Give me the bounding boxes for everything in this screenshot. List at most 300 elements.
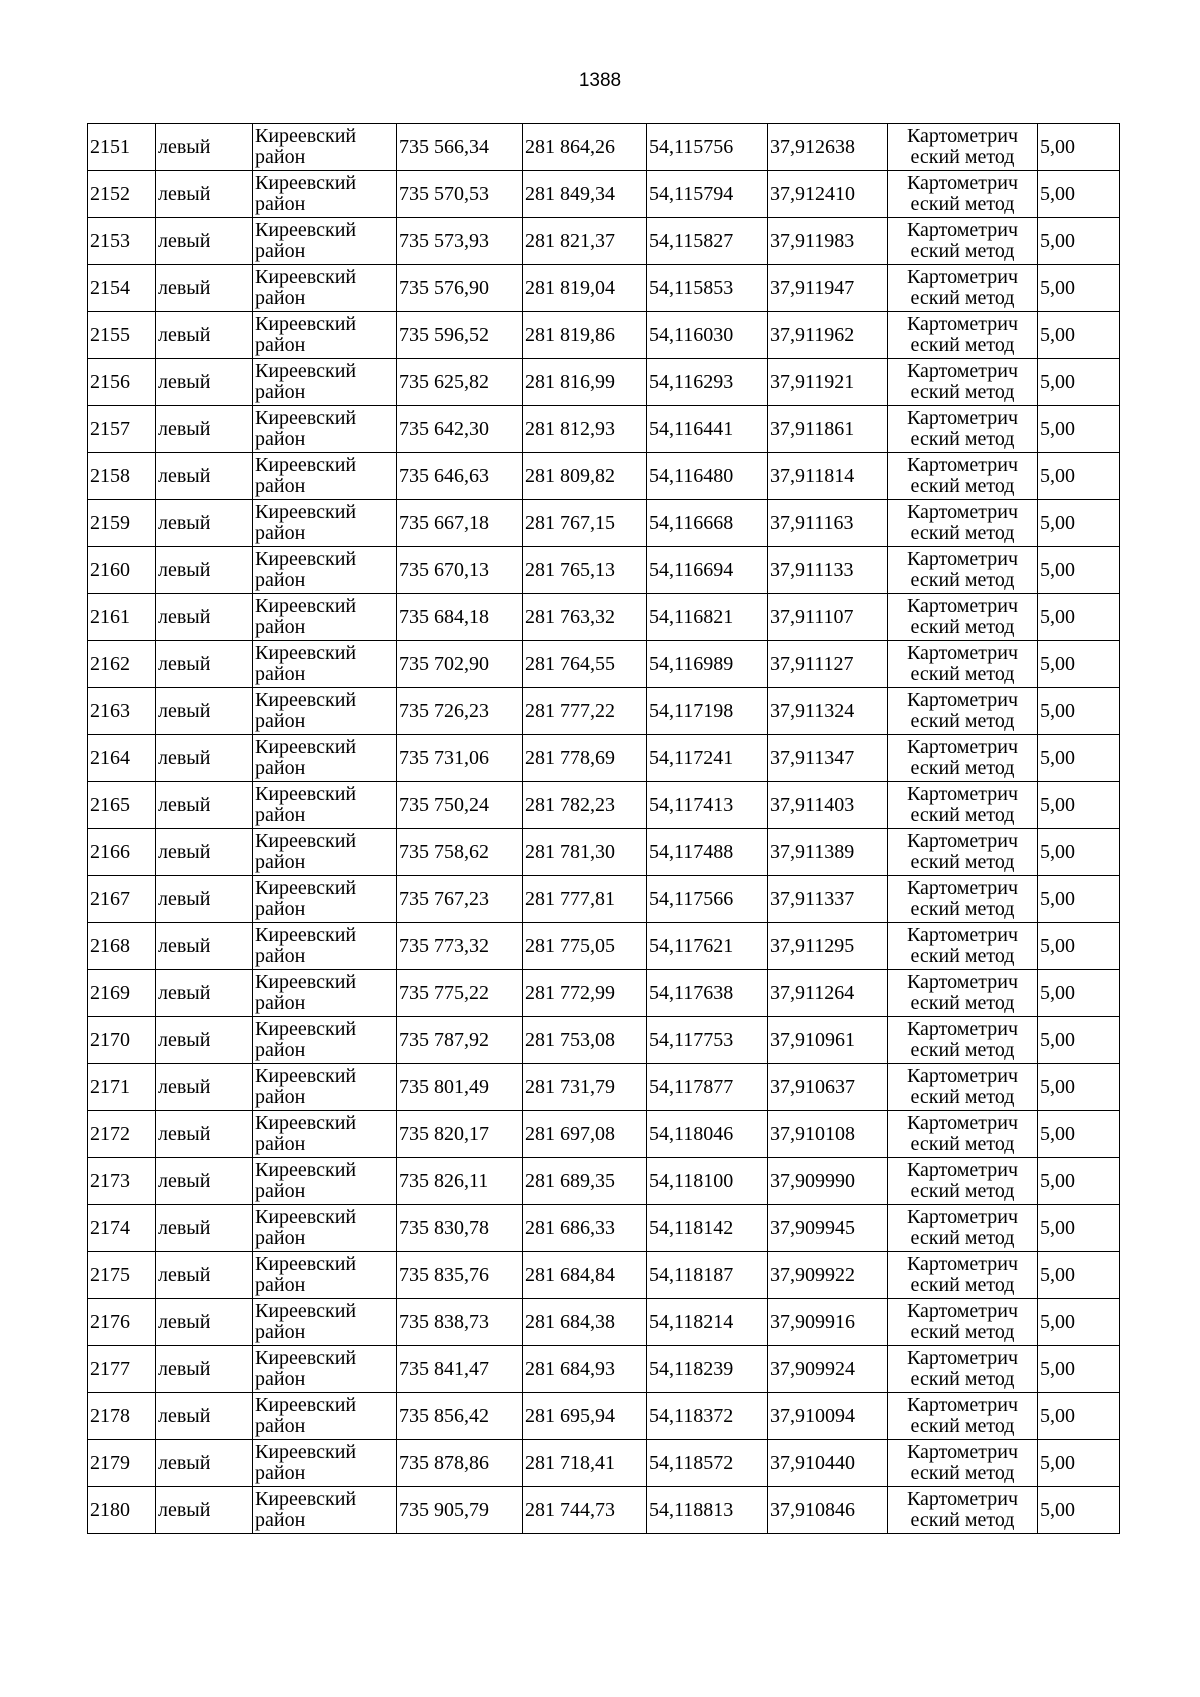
point-number-cell: 2160 <box>88 547 156 594</box>
district-line-1: Киреевский <box>255 689 357 711</box>
district-cell <box>253 1393 397 1440</box>
accuracy-cell: 5,00 <box>1038 265 1120 312</box>
point-number-cell: 2151 <box>88 124 156 171</box>
method-cell <box>888 124 1038 171</box>
method-line-2: еский метод <box>910 146 1015 168</box>
method-line-1: Картометрич <box>906 783 1019 805</box>
point-number-cell: 2170 <box>88 1017 156 1064</box>
method-line-1: Картометрич <box>906 1112 1019 1134</box>
x-coordinate-cell: 735 596,52 <box>397 312 523 359</box>
accuracy-cell: 5,00 <box>1038 594 1120 641</box>
latitude-cell: 54,117198 <box>647 688 768 735</box>
method-line-2: еский метод <box>910 1133 1015 1155</box>
longitude-cell: 37,909916 <box>768 1299 888 1346</box>
page-number: 1388 <box>578 70 622 91</box>
point-number-cell: 2165 <box>88 782 156 829</box>
x-coordinate-cell: 735 841,47 <box>397 1346 523 1393</box>
method-line-1: Картометрич <box>906 1347 1019 1369</box>
bank-side-cell: левый <box>156 641 253 688</box>
x-coordinate-cell: 735 905,79 <box>397 1487 523 1534</box>
district-line-2: район <box>255 1415 306 1437</box>
accuracy-cell: 5,00 <box>1038 970 1120 1017</box>
latitude-cell: 54,116441 <box>647 406 768 453</box>
accuracy-cell: 5,00 <box>1038 688 1120 735</box>
table-row <box>88 1158 1120 1205</box>
y-coordinate-cell: 281 775,05 <box>523 923 647 970</box>
district-line-2: район <box>255 1509 306 1531</box>
longitude-cell: 37,910846 <box>768 1487 888 1534</box>
district-line-1: Киреевский <box>255 1112 357 1134</box>
longitude-cell: 37,912638 <box>768 124 888 171</box>
district-line-1: Киреевский <box>255 1347 357 1369</box>
y-coordinate-cell: 281 731,79 <box>523 1064 647 1111</box>
district-line-2: район <box>255 1321 306 1343</box>
method-cell <box>888 876 1038 923</box>
district-cell <box>253 500 397 547</box>
bank-side-cell: левый <box>156 594 253 641</box>
method-cell <box>888 312 1038 359</box>
table-row <box>88 218 1120 265</box>
point-number-cell: 2179 <box>88 1440 156 1487</box>
point-number-cell: 2168 <box>88 923 156 970</box>
accuracy-cell: 5,00 <box>1038 876 1120 923</box>
bank-side-cell: левый <box>156 312 253 359</box>
method-line-2: еский метод <box>910 1415 1015 1437</box>
point-number-cell: 2171 <box>88 1064 156 1111</box>
method-line-2: еский метод <box>910 945 1015 967</box>
latitude-cell: 54,118214 <box>647 1299 768 1346</box>
district-line-2: район <box>255 710 306 732</box>
district-line-1: Киреевский <box>255 1253 357 1275</box>
bank-side-cell: левый <box>156 1487 253 1534</box>
accuracy-cell: 5,00 <box>1038 1158 1120 1205</box>
latitude-cell: 54,118046 <box>647 1111 768 1158</box>
table-row <box>88 1487 1120 1534</box>
method-line-2: еский метод <box>910 475 1015 497</box>
method-line-1: Картометрич <box>906 924 1019 946</box>
district-cell <box>253 1205 397 1252</box>
district-cell <box>253 641 397 688</box>
latitude-cell: 54,116030 <box>647 312 768 359</box>
table-row <box>88 1205 1120 1252</box>
table-row <box>88 124 1120 171</box>
method-cell <box>888 1017 1038 1064</box>
point-number-cell: 2162 <box>88 641 156 688</box>
longitude-cell: 37,911947 <box>768 265 888 312</box>
method-cell <box>888 1299 1038 1346</box>
latitude-cell: 54,116821 <box>647 594 768 641</box>
y-coordinate-cell: 281 819,04 <box>523 265 647 312</box>
bank-side-cell: левый <box>156 1393 253 1440</box>
point-number-cell: 2164 <box>88 735 156 782</box>
accuracy-cell: 5,00 <box>1038 312 1120 359</box>
x-coordinate-cell: 735 670,13 <box>397 547 523 594</box>
accuracy-cell: 5,00 <box>1038 1111 1120 1158</box>
latitude-cell: 54,117638 <box>647 970 768 1017</box>
latitude-cell: 54,118813 <box>647 1487 768 1534</box>
district-cell <box>253 265 397 312</box>
x-coordinate-cell: 735 684,18 <box>397 594 523 641</box>
point-number-cell: 2156 <box>88 359 156 406</box>
longitude-cell: 37,911264 <box>768 970 888 1017</box>
accuracy-cell: 5,00 <box>1038 124 1120 171</box>
table-row <box>88 359 1120 406</box>
method-line-2: еский метод <box>910 1462 1015 1484</box>
district-line-2: район <box>255 663 306 685</box>
method-cell <box>888 1064 1038 1111</box>
method-line-1: Картометрич <box>906 1394 1019 1416</box>
table-row <box>88 171 1120 218</box>
latitude-cell: 54,116480 <box>647 453 768 500</box>
accuracy-cell: 5,00 <box>1038 641 1120 688</box>
table-row <box>88 547 1120 594</box>
method-line-1: Картометрич <box>906 313 1019 335</box>
district-line-2: район <box>255 569 306 591</box>
longitude-cell: 37,909922 <box>768 1252 888 1299</box>
district-cell <box>253 312 397 359</box>
x-coordinate-cell: 735 570,53 <box>397 171 523 218</box>
bank-side-cell: левый <box>156 171 253 218</box>
district-line-2: район <box>255 1086 306 1108</box>
latitude-cell: 54,117241 <box>647 735 768 782</box>
method-line-1: Картометрич <box>906 1488 1019 1510</box>
table-row <box>88 1393 1120 1440</box>
bank-side-cell: левый <box>156 735 253 782</box>
point-number-cell: 2155 <box>88 312 156 359</box>
bank-side-cell: левый <box>156 829 253 876</box>
bank-side-cell: левый <box>156 406 253 453</box>
table-row <box>88 453 1120 500</box>
y-coordinate-cell: 281 816,99 <box>523 359 647 406</box>
method-cell <box>888 453 1038 500</box>
method-line-1: Картометрич <box>906 219 1019 241</box>
method-cell <box>888 688 1038 735</box>
y-coordinate-cell: 281 821,37 <box>523 218 647 265</box>
x-coordinate-cell: 735 830,78 <box>397 1205 523 1252</box>
district-line-2: район <box>255 1462 306 1484</box>
bank-side-cell: левый <box>156 1158 253 1205</box>
table-row <box>88 641 1120 688</box>
longitude-cell: 37,910961 <box>768 1017 888 1064</box>
point-number-cell: 2154 <box>88 265 156 312</box>
district-line-1: Киреевский <box>255 266 357 288</box>
district-line-1: Киреевский <box>255 219 357 241</box>
point-number-cell: 2157 <box>88 406 156 453</box>
method-line-2: еский метод <box>910 522 1015 544</box>
table-row <box>88 312 1120 359</box>
latitude-cell: 54,117566 <box>647 876 768 923</box>
district-line-2: район <box>255 1180 306 1202</box>
point-number-cell: 2166 <box>88 829 156 876</box>
district-cell <box>253 1346 397 1393</box>
latitude-cell: 54,117488 <box>647 829 768 876</box>
latitude-cell: 54,118372 <box>647 1393 768 1440</box>
district-cell <box>253 1158 397 1205</box>
method-line-1: Картометрич <box>906 877 1019 899</box>
longitude-cell: 37,909990 <box>768 1158 888 1205</box>
method-cell <box>888 923 1038 970</box>
point-number-cell: 2172 <box>88 1111 156 1158</box>
district-line-1: Киреевский <box>255 736 357 758</box>
y-coordinate-cell: 281 718,41 <box>523 1440 647 1487</box>
latitude-cell: 54,118572 <box>647 1440 768 1487</box>
district-line-2: район <box>255 193 306 215</box>
district-cell <box>253 1440 397 1487</box>
point-number-cell: 2169 <box>88 970 156 1017</box>
bank-side-cell: левый <box>156 782 253 829</box>
latitude-cell: 54,118239 <box>647 1346 768 1393</box>
longitude-cell: 37,911861 <box>768 406 888 453</box>
method-cell <box>888 359 1038 406</box>
district-line-1: Киреевский <box>255 830 357 852</box>
district-cell <box>253 594 397 641</box>
method-cell <box>888 1205 1038 1252</box>
district-line-2: район <box>255 1133 306 1155</box>
table-row <box>88 1017 1120 1064</box>
accuracy-cell: 5,00 <box>1038 1252 1120 1299</box>
x-coordinate-cell: 735 773,32 <box>397 923 523 970</box>
district-line-1: Киреевский <box>255 595 357 617</box>
method-line-1: Картометрич <box>906 1253 1019 1275</box>
y-coordinate-cell: 281 684,93 <box>523 1346 647 1393</box>
longitude-cell: 37,911983 <box>768 218 888 265</box>
method-line-1: Картометрич <box>906 501 1019 523</box>
accuracy-cell: 5,00 <box>1038 1299 1120 1346</box>
district-line-1: Киреевский <box>255 1206 357 1228</box>
table-row <box>88 1299 1120 1346</box>
method-line-2: еский метод <box>910 616 1015 638</box>
district-line-1: Киреевский <box>255 501 357 523</box>
point-number-cell: 2180 <box>88 1487 156 1534</box>
method-line-2: еский метод <box>910 1509 1015 1531</box>
method-line-1: Картометрич <box>906 1159 1019 1181</box>
method-line-2: еский метод <box>910 1274 1015 1296</box>
longitude-cell: 37,909924 <box>768 1346 888 1393</box>
method-line-1: Картометрич <box>906 266 1019 288</box>
table-row <box>88 735 1120 782</box>
longitude-cell: 37,911389 <box>768 829 888 876</box>
longitude-cell: 37,911814 <box>768 453 888 500</box>
district-line-1: Киреевский <box>255 924 357 946</box>
method-line-1: Картометрич <box>906 642 1019 664</box>
district-line-1: Киреевский <box>255 1065 357 1087</box>
accuracy-cell: 5,00 <box>1038 1393 1120 1440</box>
method-line-1: Картометрич <box>906 689 1019 711</box>
method-line-1: Картометрич <box>906 1065 1019 1087</box>
y-coordinate-cell: 281 697,08 <box>523 1111 647 1158</box>
x-coordinate-cell: 735 835,76 <box>397 1252 523 1299</box>
bank-side-cell: левый <box>156 1252 253 1299</box>
method-line-2: еский метод <box>910 193 1015 215</box>
method-cell <box>888 218 1038 265</box>
method-line-2: еский метод <box>910 1227 1015 1249</box>
district-cell <box>253 829 397 876</box>
y-coordinate-cell: 281 753,08 <box>523 1017 647 1064</box>
district-line-2: район <box>255 945 306 967</box>
district-line-2: район <box>255 616 306 638</box>
longitude-cell: 37,911295 <box>768 923 888 970</box>
district-cell <box>253 782 397 829</box>
bank-side-cell: левый <box>156 876 253 923</box>
bank-side-cell: левый <box>156 923 253 970</box>
x-coordinate-cell: 735 642,30 <box>397 406 523 453</box>
district-line-1: Киреевский <box>255 125 357 147</box>
point-number-cell: 2163 <box>88 688 156 735</box>
table-row <box>88 1346 1120 1393</box>
method-cell <box>888 1487 1038 1534</box>
district-cell <box>253 1252 397 1299</box>
y-coordinate-cell: 281 695,94 <box>523 1393 647 1440</box>
district-line-1: Киреевский <box>255 1394 357 1416</box>
bank-side-cell: левый <box>156 1111 253 1158</box>
longitude-cell: 37,911133 <box>768 547 888 594</box>
longitude-cell: 37,911921 <box>768 359 888 406</box>
table-row <box>88 500 1120 547</box>
district-cell <box>253 1064 397 1111</box>
bank-side-cell: левый <box>156 218 253 265</box>
table-row <box>88 923 1120 970</box>
accuracy-cell: 5,00 <box>1038 1017 1120 1064</box>
method-cell <box>888 1252 1038 1299</box>
bank-side-cell: левый <box>156 1017 253 1064</box>
district-line-2: район <box>255 428 306 450</box>
method-line-2: еский метод <box>910 851 1015 873</box>
bank-side-cell: левый <box>156 970 253 1017</box>
method-line-1: Картометрич <box>906 125 1019 147</box>
y-coordinate-cell: 281 777,22 <box>523 688 647 735</box>
district-line-1: Киреевский <box>255 971 357 993</box>
district-cell <box>253 453 397 500</box>
method-cell <box>888 829 1038 876</box>
latitude-cell: 54,117413 <box>647 782 768 829</box>
method-line-1: Картометрич <box>906 172 1019 194</box>
longitude-cell: 37,912410 <box>768 171 888 218</box>
accuracy-cell: 5,00 <box>1038 1440 1120 1487</box>
district-cell <box>253 547 397 594</box>
table-row <box>88 594 1120 641</box>
method-line-2: еский метод <box>910 804 1015 826</box>
point-number-cell: 2174 <box>88 1205 156 1252</box>
y-coordinate-cell: 281 778,69 <box>523 735 647 782</box>
point-number-cell: 2152 <box>88 171 156 218</box>
latitude-cell: 54,118187 <box>647 1252 768 1299</box>
method-cell <box>888 735 1038 782</box>
table-row <box>88 1111 1120 1158</box>
x-coordinate-cell: 735 878,86 <box>397 1440 523 1487</box>
district-line-1: Киреевский <box>255 1300 357 1322</box>
method-cell <box>888 641 1038 688</box>
method-line-2: еский метод <box>910 898 1015 920</box>
district-line-1: Киреевский <box>255 172 357 194</box>
point-number-cell: 2159 <box>88 500 156 547</box>
latitude-cell: 54,116668 <box>647 500 768 547</box>
method-line-1: Картометрич <box>906 736 1019 758</box>
longitude-cell: 37,910108 <box>768 1111 888 1158</box>
y-coordinate-cell: 281 767,15 <box>523 500 647 547</box>
district-cell <box>253 218 397 265</box>
y-coordinate-cell: 281 744,73 <box>523 1487 647 1534</box>
table-body <box>88 124 1120 1534</box>
table-row <box>88 782 1120 829</box>
district-cell <box>253 1487 397 1534</box>
y-coordinate-cell: 281 764,55 <box>523 641 647 688</box>
x-coordinate-cell: 735 576,90 <box>397 265 523 312</box>
district-cell <box>253 1017 397 1064</box>
district-cell <box>253 1111 397 1158</box>
district-cell <box>253 970 397 1017</box>
district-cell <box>253 359 397 406</box>
y-coordinate-cell: 281 812,93 <box>523 406 647 453</box>
bank-side-cell: левый <box>156 1440 253 1487</box>
table-row <box>88 1064 1120 1111</box>
method-line-1: Картометрич <box>906 971 1019 993</box>
method-cell <box>888 500 1038 547</box>
district-cell <box>253 876 397 923</box>
point-number-cell: 2153 <box>88 218 156 265</box>
method-cell <box>888 1158 1038 1205</box>
accuracy-cell: 5,00 <box>1038 1064 1120 1111</box>
bank-side-cell: левый <box>156 1064 253 1111</box>
accuracy-cell: 5,00 <box>1038 359 1120 406</box>
district-line-2: район <box>255 1227 306 1249</box>
method-line-2: еский метод <box>910 1180 1015 1202</box>
x-coordinate-cell: 735 820,17 <box>397 1111 523 1158</box>
method-line-1: Картометрич <box>906 1300 1019 1322</box>
x-coordinate-cell: 735 826,11 <box>397 1158 523 1205</box>
accuracy-cell: 5,00 <box>1038 782 1120 829</box>
accuracy-cell: 5,00 <box>1038 218 1120 265</box>
longitude-cell: 37,910637 <box>768 1064 888 1111</box>
longitude-cell: 37,911163 <box>768 500 888 547</box>
method-line-1: Картометрич <box>906 595 1019 617</box>
table-row <box>88 829 1120 876</box>
y-coordinate-cell: 281 782,23 <box>523 782 647 829</box>
table-row <box>88 406 1120 453</box>
latitude-cell: 54,116694 <box>647 547 768 594</box>
y-coordinate-cell: 281 772,99 <box>523 970 647 1017</box>
district-line-1: Киреевский <box>255 1018 357 1040</box>
district-line-1: Киреевский <box>255 783 357 805</box>
x-coordinate-cell: 735 787,92 <box>397 1017 523 1064</box>
y-coordinate-cell: 281 765,13 <box>523 547 647 594</box>
longitude-cell: 37,911337 <box>768 876 888 923</box>
latitude-cell: 54,115827 <box>647 218 768 265</box>
point-number-cell: 2158 <box>88 453 156 500</box>
y-coordinate-cell: 281 684,84 <box>523 1252 647 1299</box>
table-row <box>88 1252 1120 1299</box>
point-number-cell: 2167 <box>88 876 156 923</box>
method-line-2: еский метод <box>910 1321 1015 1343</box>
y-coordinate-cell: 281 849,34 <box>523 171 647 218</box>
x-coordinate-cell: 735 750,24 <box>397 782 523 829</box>
x-coordinate-cell: 735 566,34 <box>397 124 523 171</box>
point-number-cell: 2178 <box>88 1393 156 1440</box>
district-line-1: Киреевский <box>255 642 357 664</box>
x-coordinate-cell: 735 667,18 <box>397 500 523 547</box>
district-line-1: Киреевский <box>255 1488 357 1510</box>
x-coordinate-cell: 735 838,73 <box>397 1299 523 1346</box>
method-line-2: еский метод <box>910 1086 1015 1108</box>
longitude-cell: 37,911127 <box>768 641 888 688</box>
longitude-cell: 37,911403 <box>768 782 888 829</box>
method-line-2: еский метод <box>910 992 1015 1014</box>
y-coordinate-cell: 281 809,82 <box>523 453 647 500</box>
bank-side-cell: левый <box>156 359 253 406</box>
y-coordinate-cell: 281 819,86 <box>523 312 647 359</box>
method-cell <box>888 594 1038 641</box>
method-line-1: Картометрич <box>906 1441 1019 1463</box>
district-line-2: район <box>255 381 306 403</box>
